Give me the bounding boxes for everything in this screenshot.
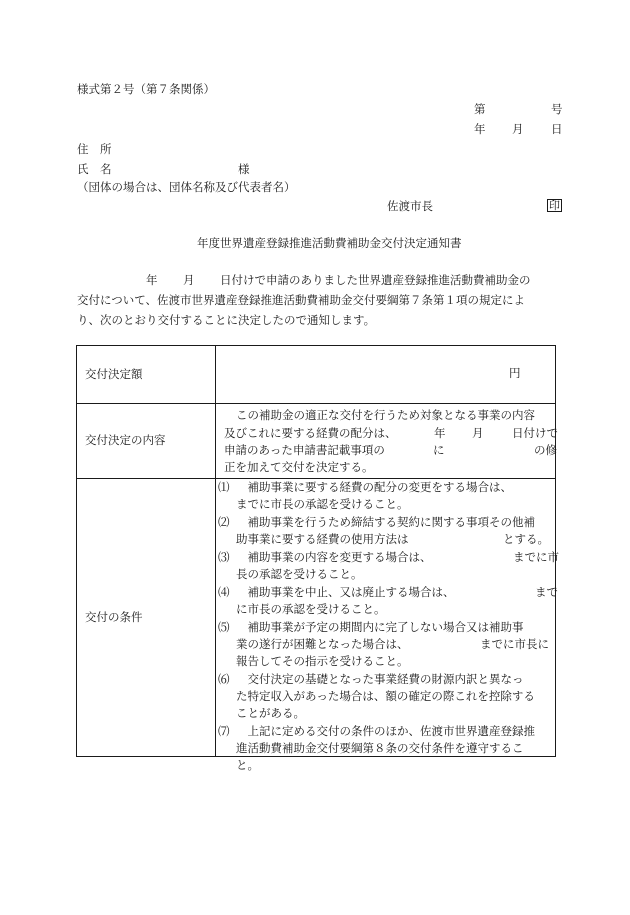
issue-number-go: 号 (551, 102, 563, 116)
content-cell (216, 404, 556, 479)
content-month: 月 (472, 426, 484, 440)
content-label: 交付決定の内容 (77, 404, 216, 479)
body-line-1: 日付けで申請のありました世界遺産登録推進活動費補助金の (220, 273, 531, 287)
condition-text: た特定収入があった場合は、額の確定の際これを控除する (236, 689, 535, 703)
condition-text: までに市長の承認を受けること。 (236, 497, 409, 511)
body-line-2: 交付について、佐渡市世界遺産登録推進活動費補助金交付要綱第７条第１項の規定によ (77, 293, 526, 307)
condition-text: 報告してその指示を受けること。 (236, 654, 409, 668)
amount-unit: 円 (509, 366, 521, 380)
content-year: 年 (434, 426, 446, 440)
condition-text: 助事業に要する経費の使用方法は (236, 532, 409, 546)
body-line-3: り、次のとおり交付することに決定したので通知します。 (77, 313, 376, 327)
condition-text: 補助事業に要する経費の配分の変更をする場合は、 (236, 480, 512, 494)
table-row (77, 346, 556, 404)
table-row (77, 404, 556, 479)
condition-text: 交付決定の基礎となった事業経費の財源内訳と異なっ (236, 672, 524, 686)
table-row (77, 479, 556, 757)
issue-date-day: 日 (551, 122, 563, 136)
address-label: 住 所 (77, 142, 112, 156)
condition-number: ⑶ (218, 550, 230, 564)
condition-number: ⑷ (218, 585, 230, 599)
condition-text: ことがある。 (236, 706, 305, 720)
document-title: 年度世界遺産登録推進活動費補助金交付決定通知書 (197, 236, 462, 250)
name-label: 氏 名 (77, 162, 112, 176)
condition-text: まで (535, 585, 558, 599)
issuer-name: 佐渡市長 (387, 199, 433, 213)
content-line-1: この補助金の適正な交付を行うため対象となる事業の内容 (236, 408, 535, 422)
grant-decision-table (76, 345, 559, 772)
content-no-shu: の修 (534, 443, 557, 457)
condition-text: と。 (236, 758, 259, 772)
condition-number: ⑺ (218, 724, 230, 738)
conditions-label: 交付の条件 (77, 479, 216, 757)
content-line-4: 正を加えて交付を決定する。 (224, 460, 374, 474)
condition-text: 補助事業を行うため締結する契約に関する事項その他補 (236, 515, 535, 529)
conditions-cell (216, 479, 559, 772)
honorific: 様 (238, 162, 250, 176)
group-note: （団体の場合は、団体名称及び代表者名） (77, 180, 296, 194)
condition-text: 補助事業の内容を変更する場合は、 (236, 550, 432, 564)
condition-text: 上記に定める交付の条件のほか、佐渡市世界遺産登録推 (236, 724, 535, 738)
issue-date-month: 月 (512, 122, 524, 136)
condition-number: ⑹ (218, 672, 230, 686)
condition-number: ⑵ (218, 515, 230, 529)
condition-text: とする。 (503, 532, 549, 546)
content-line-2-end: 日付けで (512, 426, 558, 440)
condition-number: ⑸ (218, 620, 230, 634)
issue-number-dai: 第 (474, 102, 486, 116)
amount-label: 交付決定額 (77, 346, 216, 404)
form-number: 様式第２号（第７条関係） (77, 82, 215, 96)
condition-text: に市長の承認を受けること。 (236, 602, 386, 616)
condition-text: までに市 (513, 550, 559, 564)
seal-stamp: 印 (549, 199, 560, 212)
condition-text: までに市長に (480, 637, 549, 651)
body-year: 年 (146, 273, 158, 287)
condition-text: 補助事業を中止、又は廃止する場合は、 (236, 585, 455, 599)
content-ni: に (433, 443, 445, 457)
condition-text: 長の承認を受けること。 (236, 567, 363, 581)
content-line-2: 及びこれに要する経費の配分は、 (224, 426, 397, 440)
body-month: 月 (183, 273, 195, 287)
condition-number: ⑴ (218, 480, 230, 494)
issue-date-year: 年 (474, 122, 486, 136)
condition-text: 業の遂行が困難となった場合は、 (236, 637, 409, 651)
content-line-3: 申請のあった申請書記載事項の (224, 443, 385, 457)
amount-cell (216, 346, 556, 404)
condition-text: 進活動費補助金交付要綱第８条の交付条件を遵守するこ (236, 741, 524, 755)
condition-text: 補助事業が予定の期間内に完了しない場合又は補助事 (236, 620, 524, 634)
